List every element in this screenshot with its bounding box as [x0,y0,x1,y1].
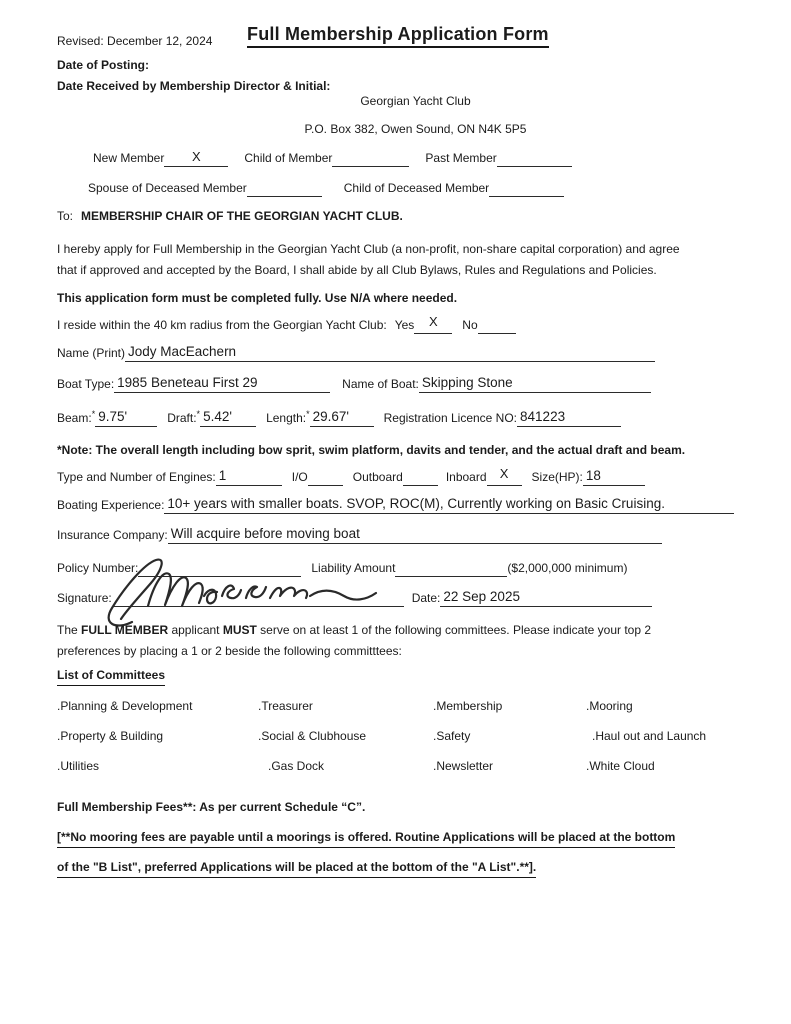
residence-line [57,316,516,334]
boat-line [57,375,651,393]
no-label: No [462,318,478,332]
draft-asterisk: * [196,409,201,419]
fees-line: Full Membership Fees**: As per current Schedule “C”. [57,800,366,814]
committee-social: .Social & Clubhouse [258,729,367,743]
liability-minimum-note: ($2,000,000 minimum) [507,561,628,575]
membership-chair-text: MEMBERSHIP CHAIR OF THE GEORGIAN YACHT CLUB. [81,209,403,223]
club-address: P.O. Box 382, Owen Sound, ON N4K 5P5 [304,122,527,136]
length-field [310,409,374,427]
apply-paragraph-line1: I hereby apply for Full Membership in the Georgian Yacht Club (a non-profit, non-share capital corporation) and agree [57,242,680,256]
residence-label: I reside within the 40 km radius from the Georgian Yacht Club: [57,318,387,332]
name-field [125,344,655,362]
apply-paragraph-line2: that if approved and accepted by the Board, I shall abide by all Club Bylaws, Rules and Regulations and Policies. [57,263,657,277]
past-member-field [497,149,572,167]
registration-label: Registration Licence NO: [383,411,518,425]
new-member-field [164,149,228,167]
spouse-deceased-label: Spouse of Deceased Member [88,181,247,195]
boat-name-field [419,375,651,393]
child-of-member-label: Child of Member [244,151,333,165]
committee-planning: .Planning & Development [57,699,193,713]
boat-name-label: Name of Boat: [342,377,419,391]
name-value: Jody MacEachern [128,344,237,359]
date-received-label: Date Received by Membership Director & Initial: [57,79,331,93]
draft-value: 5.42' [203,409,232,424]
length-asterisk: * [306,409,310,419]
yes-field [414,316,452,334]
complete-fully-note: This application form must be completed fully. Use N/A where needed. [57,291,458,305]
registration-field [517,409,621,427]
child-deceased-field [489,179,564,197]
new-member-mark: X [192,149,201,164]
child-deceased-label: Child of Deceased Member [343,181,490,195]
handwritten-signature-image [86,552,404,630]
req-text-1: The [57,623,82,637]
outboard-label: Outboard [352,470,403,484]
experience-label: Boating Experience: [57,498,165,512]
committees-row-3 [57,758,655,775]
committee-gas-dock: .Gas Dock [268,759,325,773]
date-value: 22 Sep 2025 [443,589,520,604]
insurance-label: Insurance Company: [57,528,168,542]
committee-utilities: .Utilities [57,759,100,773]
fees-note-1-text: [**No mooring fees are payable until a moorings is offered. Routine Applications will be placed at the bottom [57,829,675,848]
insurance-line [57,526,662,544]
policy-number-label: Policy Number: [57,561,139,575]
req-must: MUST [222,623,257,637]
io-field [308,468,343,486]
committees-row-1 [57,698,633,715]
req-text-2: applicant [168,623,223,637]
committee-treasurer: .Treasurer [258,699,313,713]
date-label: Date: [411,591,441,605]
committee-property: .Property & Building [57,729,164,743]
draft-field [200,409,256,427]
member-type-row-2 [88,179,564,197]
committees-heading-line [57,667,165,686]
committee-white-cloud: .White Cloud [586,759,655,773]
liability-label: Liability Amount [311,561,396,575]
committee-safety: .Safety [433,729,471,743]
req-full-member: FULL MEMBER [81,623,169,637]
engines-number-value: 1 [218,468,227,483]
engines-line [57,468,645,486]
insurance-field [168,526,662,544]
name-label: Name (Print) [57,346,126,360]
length-value: 29.67' [312,409,349,424]
committee-requirement-line2: preferences by placing a 1 or 2 beside the following committtees: [57,644,402,658]
liability-field [395,559,507,577]
page-title: Full Membership Application Form [247,24,549,48]
committees-heading: List of Committees [57,667,165,686]
past-member-label: Past Member [425,151,497,165]
size-hp-field [583,468,645,486]
io-label: I/O [291,470,308,484]
engines-label: Type and Number of Engines: [57,470,216,484]
no-field [478,316,516,334]
inboard-mark: X [499,466,509,481]
committee-requirement [57,620,651,662]
new-member-label: New Member [93,151,165,165]
committees-row-2 [57,728,706,745]
yes-label: Yes [394,318,415,332]
yes-mark: X [428,314,438,329]
length-label: Length: [266,411,307,425]
signature-label: Signature: [57,591,112,605]
engines-number-field [216,468,282,486]
beam-asterisk: * [91,409,96,419]
registration-value: 841223 [520,409,566,424]
boat-name-value: Skipping Stone [421,375,513,390]
draft-label: Draft: [167,411,197,425]
date-field [440,589,652,607]
spouse-deceased-field [247,179,322,197]
beam-value: 9.75' [98,409,128,424]
date-of-posting-label: Date of Posting: [57,58,149,72]
name-line [57,344,655,362]
committee-haulout: .Haul out and Launch [592,729,707,743]
fees-note-2-text: of the "B List", preferred Applications will be placed at the bottom of the "A List".**]. [57,859,536,878]
committee-membership: .Membership [433,699,503,713]
boat-type-field [114,375,330,393]
req-text-3: serve on at least 1 of the following committees. Please indicate your top 2 [256,623,652,637]
experience-value: 10+ years with smaller boats. SVOP, ROC(M), Currently working on Basic Cruising. [167,496,665,511]
to-prefix: To: [57,209,74,223]
revised-date: Revised: December 12, 2024 [57,34,213,48]
inboard-field [487,468,522,486]
member-type-row-1 [93,149,572,167]
experience-line [57,496,734,514]
committee-newsletter: .Newsletter [433,759,494,773]
size-hp-label: Size(HP): [531,470,583,484]
apply-paragraph [57,239,680,281]
insurance-value: Will acquire before moving boat [170,526,360,541]
committee-mooring: .Mooring [586,699,633,713]
committee-requirement-line1 [57,620,651,641]
outboard-field [403,468,438,486]
club-name: Georgian Yacht Club [360,94,471,108]
boat-type-value: 1985 Beneteau First 29 [117,375,258,390]
to-line [57,208,403,225]
dimensions-line [57,406,621,427]
size-hp-value: 18 [585,468,601,483]
child-of-member-field [332,149,409,167]
inboard-label: Inboard [445,470,487,484]
beam-field [95,409,157,427]
note-line: *Note: The overall length including bow sprit, swim platform, davits and tender, and the actual draft and beam. [57,443,686,457]
experience-field [164,496,734,514]
fees-note-line2 [57,859,536,878]
fees-note-line1 [57,829,675,848]
beam-label: Beam: [57,411,92,425]
boat-type-label: Boat Type: [57,377,115,391]
